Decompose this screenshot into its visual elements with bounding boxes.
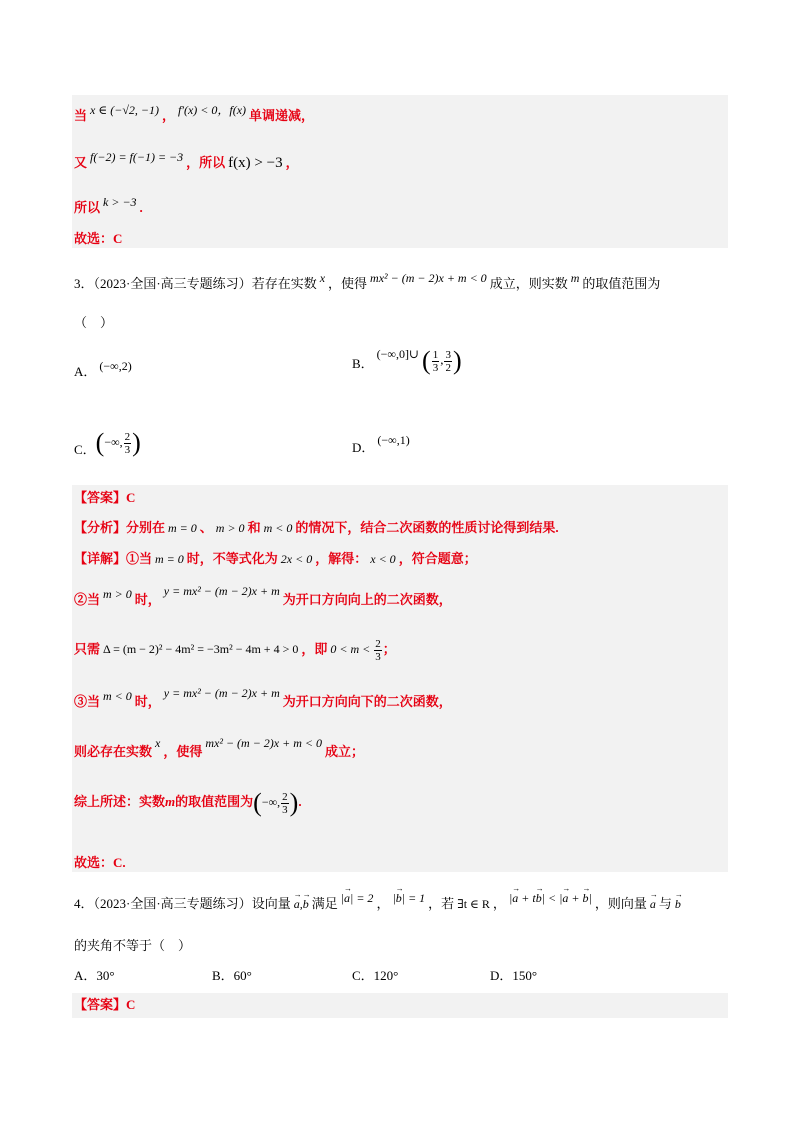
text: ③当 <box>74 694 101 709</box>
detail-line-2 <box>74 584 452 610</box>
question-3-blank: （ ） <box>74 315 114 330</box>
text: . <box>298 793 302 809</box>
text: ，符合题意； <box>398 551 477 566</box>
math: −∞, <box>261 794 281 809</box>
detail-line-3 <box>74 638 396 663</box>
math: y = mx² − (m − 2)x + m <box>163 686 280 700</box>
option-d[interactable]: D．150° <box>490 968 538 983</box>
solution-conclusion: 故选：C <box>74 231 123 246</box>
vector-b: → b <box>536 888 542 908</box>
paren: ) <box>132 428 141 457</box>
math: f(x) > −3 <box>228 155 283 171</box>
question-number: 4． <box>74 896 94 911</box>
abs-bar: | <box>588 891 592 905</box>
text: 综上所述：实数 <box>74 793 166 809</box>
math: m = 0 <box>168 521 197 535</box>
question-4-stem <box>74 891 684 914</box>
text: 单调递减， <box>249 108 315 123</box>
option-expr: (−∞,2) <box>99 359 132 373</box>
solution-line-1 <box>74 103 315 126</box>
vector-a: → a <box>650 894 656 914</box>
answer-label: 【答案】C <box>74 997 136 1012</box>
text: ，则向量 <box>594 896 647 911</box>
question-number: 3． <box>74 276 94 291</box>
text: 当 <box>74 108 88 123</box>
answer-label: 【答案】C <box>74 490 136 505</box>
vector-b: → b <box>396 888 402 908</box>
math: x ∈ (−√2, −1) <box>90 103 159 117</box>
text: 只需 <box>74 641 101 657</box>
option-b[interactable]: B．60° <box>212 968 252 983</box>
math: mx² − (m − 2)x + m < 0 <box>205 736 322 750</box>
numerator: 1 <box>432 348 439 361</box>
text: 设向量 <box>251 896 291 911</box>
math: + <box>568 891 583 905</box>
paren: ( <box>253 788 262 817</box>
option-a[interactable]: A．30° <box>74 968 115 983</box>
text: 成立； <box>325 744 365 759</box>
text: ， <box>162 108 176 123</box>
fraction <box>281 791 289 816</box>
text: 和 <box>247 520 261 535</box>
math <box>650 897 656 911</box>
comma: , <box>440 351 444 367</box>
text: ，解得： <box>315 551 368 566</box>
option-c[interactable] <box>74 430 141 456</box>
solution-line-3 <box>74 195 143 218</box>
text: 为开口方向向下的二次函数， <box>282 694 452 709</box>
fraction <box>432 349 440 374</box>
paren: ( <box>422 346 431 375</box>
math: | = 2 <box>350 891 374 905</box>
text: 成立，则实数 <box>489 276 568 291</box>
paren: ) <box>452 346 462 375</box>
math: x <box>155 736 161 750</box>
question-source: （2023·全国·高三专题练习） <box>93 896 252 911</box>
option-a[interactable] <box>74 359 135 382</box>
question-3-stem <box>74 271 661 294</box>
abs-bar: | <box>508 891 513 905</box>
text: 【详解】①当 <box>74 551 153 566</box>
math: ∃t ∈ R <box>457 897 490 911</box>
option-label: D． <box>352 440 375 455</box>
math: m > 0 <box>215 521 245 535</box>
text: 又 <box>74 155 88 170</box>
answer-3-conclusion: 故选：C. <box>74 855 126 870</box>
math: | < | <box>541 891 563 905</box>
text: ， <box>492 896 506 911</box>
numerator: 2 <box>375 638 381 650</box>
vector-b: → b <box>583 888 589 908</box>
math: 2x < 0 <box>280 552 313 566</box>
fraction <box>124 431 132 456</box>
text: 的取值范围为 <box>175 793 254 809</box>
math: m < 0 <box>103 689 132 703</box>
text: 所以 <box>74 200 101 215</box>
condition-norm-a <box>341 891 374 905</box>
text: . <box>139 200 143 215</box>
text: 满足 <box>311 896 338 911</box>
math: f(−2) = f(−1) = −3 <box>90 150 184 164</box>
text: ，使得 <box>163 744 203 759</box>
math: m < 0 <box>263 521 293 535</box>
math: m = 0 <box>155 552 184 566</box>
math: + t <box>518 891 536 905</box>
text: ，使得 <box>328 276 368 291</box>
text: ②当 <box>74 592 101 607</box>
option-d[interactable] <box>352 433 413 456</box>
math: m > 0 <box>103 587 132 601</box>
option-expr: (−∞,0]∪ <box>376 346 420 361</box>
option-expr: (−∞,1) <box>377 433 410 447</box>
text: 的取值范围为 <box>582 276 661 291</box>
math: x < 0 <box>370 552 396 566</box>
text: 时， <box>134 592 161 607</box>
math: mx² − (m − 2)x + m < 0 <box>370 271 487 285</box>
abs-bar: | <box>392 891 396 905</box>
text: 的情况下，结合二次函数的性质讨论得到结果. <box>295 520 559 535</box>
numerator: 3 <box>445 348 451 361</box>
math: m <box>165 793 176 809</box>
text: 为开口方向向上的二次函数， <box>282 592 452 607</box>
vector-a: → a <box>562 888 568 908</box>
vector-b: → b <box>675 894 681 914</box>
denominator: 3 <box>282 803 288 816</box>
text: ， <box>376 896 390 911</box>
answer-4-block <box>72 993 728 1018</box>
text: ，若 <box>428 896 455 911</box>
comma: , <box>299 897 303 911</box>
denominator: 2 <box>445 361 451 374</box>
math: y = mx² − (m − 2)x + m <box>163 584 280 598</box>
math: | = 1 <box>401 891 426 905</box>
text: ， <box>285 155 299 170</box>
vector-b: → b <box>303 894 309 914</box>
text: 若存在实数 <box>251 276 317 291</box>
paren: ( <box>95 428 105 457</box>
text: 【分析】分别在 <box>74 520 166 535</box>
analysis-line <box>74 518 559 538</box>
math: x <box>319 271 326 285</box>
vector-a: → a <box>512 888 518 908</box>
text: 与 <box>658 896 672 911</box>
math: f′(x) < 0，f(x) <box>178 103 247 117</box>
math: Δ = (m − 2)² − 4m² = −3m² − 4m + 4 > 0 <box>103 642 299 657</box>
math <box>675 897 681 911</box>
paren: ) <box>289 788 299 817</box>
vector-pair <box>294 897 309 911</box>
text: 时，不等式化为 <box>186 551 278 566</box>
denominator: 3 <box>124 443 131 456</box>
question-source: （2023·全国·高三专题练习） <box>93 276 252 291</box>
math: k > −3 <box>103 195 137 209</box>
text: ，所以 <box>186 155 226 170</box>
solution-line-2 <box>74 150 299 173</box>
math: 0 < m < <box>330 642 371 657</box>
fraction <box>374 638 382 663</box>
text: 时， <box>134 694 161 709</box>
math: m <box>570 271 580 285</box>
option-label: B． <box>352 355 374 371</box>
text: 、 <box>199 520 213 535</box>
detail-line-1 <box>74 549 477 569</box>
option-b[interactable] <box>352 346 462 378</box>
text: ，即 <box>301 641 328 657</box>
vector-a: → a <box>294 894 300 914</box>
text: ； <box>382 641 396 657</box>
numerator: 2 <box>124 430 131 443</box>
denominator: 3 <box>432 361 439 374</box>
option-label: C． <box>74 441 96 457</box>
fraction <box>444 349 452 374</box>
denominator: 3 <box>375 651 381 663</box>
condition-inequality <box>509 891 592 905</box>
condition-norm-b <box>392 891 425 905</box>
numerator: 2 <box>282 790 288 803</box>
option-expr: −∞, <box>104 434 123 449</box>
question-4-stem-line-2: 的夹角不等于（ ） <box>74 938 192 953</box>
detail-line-5 <box>74 736 365 762</box>
vector-a: → a <box>344 888 350 908</box>
option-c[interactable]: C．120° <box>352 968 399 983</box>
option-label: A． <box>74 364 97 379</box>
detail-line-4 <box>74 686 452 712</box>
abs-bar: | <box>340 891 345 905</box>
detail-line-6 <box>74 790 302 816</box>
text: 则必存在实数 <box>74 744 153 759</box>
